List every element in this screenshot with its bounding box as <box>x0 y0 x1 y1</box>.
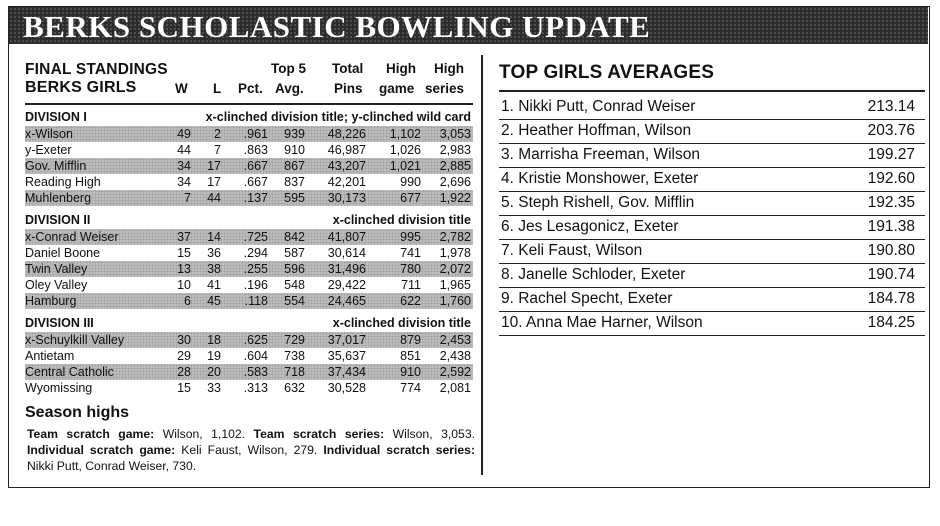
row-rule <box>499 239 925 240</box>
cell-avg: 554 <box>284 293 305 308</box>
cell-pins: 30,173 <box>327 190 366 205</box>
cell-avg: 939 <box>284 126 305 141</box>
cell-w: 7 <box>184 190 191 205</box>
cell-hg: 677 <box>400 190 421 205</box>
cell-avg: 837 <box>284 174 305 189</box>
cell-avg: 587 <box>284 245 305 260</box>
division-note: x-clinched division title <box>332 212 471 227</box>
cell-pct: .961 <box>243 126 268 141</box>
cell-avg: 910 <box>284 142 305 157</box>
col-hg-1: High <box>386 61 416 76</box>
cell-w: 10 <box>177 277 191 292</box>
team-name: Muhlenberg <box>25 190 92 205</box>
list-item <box>499 313 925 337</box>
standings-title: FINAL STANDINGS <box>25 61 168 78</box>
bowler-average: 192.60 <box>867 169 915 187</box>
cell-pct: .863 <box>243 142 268 157</box>
banner-title: BERKS SCHOLASTIC BOWLING UPDATE <box>23 9 651 44</box>
table-row <box>25 158 473 174</box>
season-high-label: Team scratch game: <box>27 426 155 441</box>
cell-w: 34 <box>177 174 191 189</box>
cell-hs: 1,922 <box>439 190 471 205</box>
table-row <box>25 348 473 364</box>
table-row <box>25 277 473 293</box>
table-row <box>25 380 473 396</box>
season-high-value: Nikki Putt, Conrad Weiser, 730. <box>27 458 197 473</box>
cell-hg: 741 <box>400 245 421 260</box>
col-l: L <box>213 81 222 96</box>
cell-pins: 35,637 <box>327 348 366 363</box>
season-high-value: Keli Faust, Wilson, 279. <box>175 442 324 457</box>
cell-hg: 851 <box>400 348 421 363</box>
cell-hg: 910 <box>400 364 421 379</box>
team-name: Antietam <box>25 348 75 363</box>
division-header <box>25 212 473 229</box>
cell-hs: 2,983 <box>439 142 471 157</box>
bowling-update-box <box>8 6 930 488</box>
cell-pct: .725 <box>243 229 268 244</box>
col-hg-2: game <box>379 81 415 96</box>
averages-rule <box>499 90 925 92</box>
row-rule <box>499 311 925 312</box>
table-row <box>25 293 473 309</box>
cell-w: 29 <box>177 348 191 363</box>
team-name: Daniel Boone <box>25 245 101 260</box>
table-row <box>25 126 473 142</box>
team-name: x-Wilson <box>25 126 73 141</box>
cell-l: 18 <box>207 332 221 347</box>
cell-pins: 24,465 <box>327 293 366 308</box>
cell-l: 7 <box>214 142 221 157</box>
cell-w: 28 <box>177 364 191 379</box>
cell-hs: 1,965 <box>439 277 471 292</box>
cell-pins: 41,807 <box>327 229 366 244</box>
cell-avg: 596 <box>284 261 305 276</box>
row-rule <box>499 167 925 168</box>
team-name: x-Conrad Weiser <box>25 229 119 244</box>
bowler-name: 8. Janelle Schloder, Exeter <box>501 265 686 283</box>
cell-w: 30 <box>177 332 191 347</box>
col-top5-1: Top 5 <box>271 61 306 76</box>
col-top5-2: Avg. <box>275 81 304 96</box>
row-rule <box>499 143 925 144</box>
cell-pins: 31,496 <box>327 261 366 276</box>
list-item <box>499 289 925 313</box>
cell-hs: 2,438 <box>439 348 471 363</box>
cell-pct: .667 <box>243 174 268 189</box>
cell-w: 49 <box>177 126 191 141</box>
bowler-name: 7. Keli Faust, Wilson <box>501 241 643 259</box>
bowler-average: 213.14 <box>867 97 915 115</box>
division-header <box>25 109 473 126</box>
team-name: Gov. Mifflin <box>25 158 87 173</box>
cell-l: 20 <box>207 364 221 379</box>
season-high-value: Wilson, 1,102. <box>154 426 254 441</box>
cell-hs: 1,760 <box>439 293 471 308</box>
team-name: Twin Valley <box>25 261 88 276</box>
cell-hg: 711 <box>401 277 421 292</box>
bowler-name: 5. Steph Rishell, Gov. Mifflin <box>501 193 695 211</box>
bowler-average: 184.78 <box>867 289 915 307</box>
cell-hs: 2,592 <box>439 364 471 379</box>
col-total-2: Pins <box>334 81 363 96</box>
bowler-average: 199.27 <box>867 145 915 163</box>
averages-list <box>499 97 925 337</box>
bowler-name: 4. Kristie Monshower, Exeter <box>501 169 699 187</box>
bowler-average: 203.76 <box>867 121 915 139</box>
cell-hs: 3,053 <box>439 126 471 141</box>
row-rule <box>499 191 925 192</box>
season-highs-text <box>25 426 475 474</box>
bowler-average: 191.38 <box>867 217 915 235</box>
cell-hs: 2,782 <box>439 229 471 244</box>
col-total-1: Total <box>332 61 364 76</box>
bowler-name: 6. Jes Lesagonicz, Exeter <box>501 217 679 235</box>
cell-avg: 842 <box>284 229 305 244</box>
list-item <box>499 241 925 265</box>
cell-pct: .255 <box>243 261 268 276</box>
banner <box>9 7 928 44</box>
cell-hg: 780 <box>400 261 421 276</box>
cell-hs: 1,978 <box>439 245 471 260</box>
cell-hg: 879 <box>400 332 421 347</box>
cell-pct: .118 <box>244 293 268 308</box>
cell-avg: 548 <box>284 277 305 292</box>
cell-hg: 990 <box>400 174 421 189</box>
col-hs-1: High <box>434 61 464 76</box>
cell-hg: 1,102 <box>389 126 421 141</box>
team-name: Central Catholic <box>25 364 114 379</box>
cell-pct: .625 <box>243 332 268 347</box>
division-header <box>25 315 473 332</box>
cell-avg: 738 <box>284 348 305 363</box>
division-note: x-clinched division title; y-clinched wild card <box>205 109 471 124</box>
cell-avg: 718 <box>284 364 305 379</box>
col-pct: Pct. <box>238 81 263 96</box>
cell-pct: .294 <box>243 245 268 260</box>
cell-hg: 774 <box>400 380 421 395</box>
row-rule <box>499 287 925 288</box>
team-name: Reading High <box>25 174 101 189</box>
cell-pins: 37,017 <box>327 332 366 347</box>
team-name: Wyomissing <box>25 380 93 395</box>
season-high-value: Wilson, 3,053. <box>384 426 475 441</box>
cell-l: 17 <box>207 174 221 189</box>
averages-title: TOP GIRLS AVERAGES <box>499 62 715 83</box>
cell-l: 36 <box>207 245 221 260</box>
row-rule <box>499 119 925 120</box>
cell-w: 15 <box>177 245 191 260</box>
cell-pct: .196 <box>243 277 268 292</box>
row-rule <box>499 215 925 216</box>
cell-avg: 867 <box>284 158 305 173</box>
cell-pins: 30,614 <box>327 245 366 260</box>
cell-hg: 1,026 <box>389 142 421 157</box>
bowler-name: 2. Heather Hoffman, Wilson <box>501 121 692 139</box>
cell-hg: 622 <box>400 293 421 308</box>
standings-panel <box>25 59 476 474</box>
cell-hs: 2,453 <box>439 332 471 347</box>
header-rule <box>25 103 473 105</box>
cell-w: 13 <box>177 261 191 276</box>
bowler-average: 190.74 <box>867 265 915 283</box>
cell-pins: 42,201 <box>327 174 366 189</box>
cell-l: 2 <box>214 126 221 141</box>
cell-l: 44 <box>207 190 221 205</box>
bowler-name: 1. Nikki Putt, Conrad Weiser <box>501 97 696 115</box>
division-name: DIVISION I <box>25 109 87 124</box>
col-hs-2: series <box>425 81 465 96</box>
bowler-name: 9. Rachel Specht, Exeter <box>501 289 673 307</box>
bowler-average: 184.25 <box>867 313 915 331</box>
cell-l: 33 <box>207 380 221 395</box>
cell-pins: 46,987 <box>327 142 366 157</box>
list-item <box>499 217 925 241</box>
cell-hs: 2,072 <box>439 261 471 276</box>
team-name: Hamburg <box>25 293 77 308</box>
cell-w: 34 <box>177 158 191 173</box>
cell-pct: .313 <box>243 380 268 395</box>
list-item <box>499 145 925 169</box>
cell-l: 38 <box>207 261 221 276</box>
cell-pins: 29,422 <box>327 277 366 292</box>
team-name: y-Exeter <box>25 142 72 157</box>
cell-pins: 30,528 <box>327 380 366 395</box>
season-highs <box>25 403 476 474</box>
table-row <box>25 229 473 245</box>
cell-avg: 595 <box>284 190 305 205</box>
bowler-name: 10. Anna Mae Harner, Wilson <box>501 313 703 331</box>
list-item <box>499 193 925 217</box>
cell-avg: 632 <box>284 380 305 395</box>
divisions <box>25 109 473 396</box>
row-rule <box>499 335 925 336</box>
cell-hg: 995 <box>400 229 421 244</box>
cell-pct: .583 <box>243 364 268 379</box>
cell-hg: 1,021 <box>389 158 421 173</box>
cell-l: 19 <box>207 348 221 363</box>
cell-pct: .667 <box>243 158 268 173</box>
bowler-average: 190.80 <box>867 241 915 259</box>
column-divider <box>481 55 483 475</box>
season-high-label: Team scratch series: <box>253 426 385 441</box>
table-row <box>25 332 473 348</box>
division-note: x-clinched division title <box>332 315 471 330</box>
table-row <box>25 364 473 380</box>
col-w: W <box>175 81 188 96</box>
bowler-average: 192.35 <box>867 193 915 211</box>
season-highs-title: Season highs <box>25 403 130 421</box>
division-name: DIVISION II <box>25 212 91 227</box>
list-item <box>499 265 925 289</box>
row-rule <box>499 263 925 264</box>
cell-pins: 48,226 <box>327 126 366 141</box>
season-high-label: Individual scratch game: <box>27 442 176 457</box>
cell-w: 37 <box>177 229 191 244</box>
cell-avg: 729 <box>284 332 305 347</box>
table-row <box>25 245 473 261</box>
cell-hs: 2,696 <box>439 174 471 189</box>
averages-panel <box>499 62 925 337</box>
cell-hs: 2,081 <box>439 380 471 395</box>
cell-w: 15 <box>177 380 191 395</box>
cell-pins: 43,207 <box>327 158 366 173</box>
bowler-name: 3. Marrisha Freeman, Wilson <box>501 145 700 163</box>
list-item <box>499 121 925 145</box>
list-item <box>499 169 925 193</box>
cell-l: 41 <box>207 277 221 292</box>
team-name: x-Schuylkill Valley <box>25 332 125 347</box>
cell-l: 14 <box>207 229 221 244</box>
standings-subtitle: BERKS GIRLS <box>25 79 137 96</box>
standings-header <box>25 59 473 101</box>
cell-l: 17 <box>207 158 221 173</box>
season-high-label: Individual scratch series: <box>323 442 476 457</box>
cell-pins: 37,434 <box>327 364 366 379</box>
cell-hs: 2,885 <box>439 158 471 173</box>
table-row <box>25 190 473 206</box>
list-item <box>499 97 925 121</box>
cell-w: 6 <box>184 293 191 308</box>
table-row <box>25 174 473 190</box>
cell-pct: .604 <box>243 348 268 363</box>
team-name: Oley Valley <box>25 277 88 292</box>
division-name: DIVISION III <box>25 315 94 330</box>
table-row <box>25 261 473 277</box>
table-row <box>25 142 473 158</box>
cell-w: 44 <box>177 142 191 157</box>
cell-pct: .137 <box>243 190 268 205</box>
cell-l: 45 <box>207 293 221 308</box>
